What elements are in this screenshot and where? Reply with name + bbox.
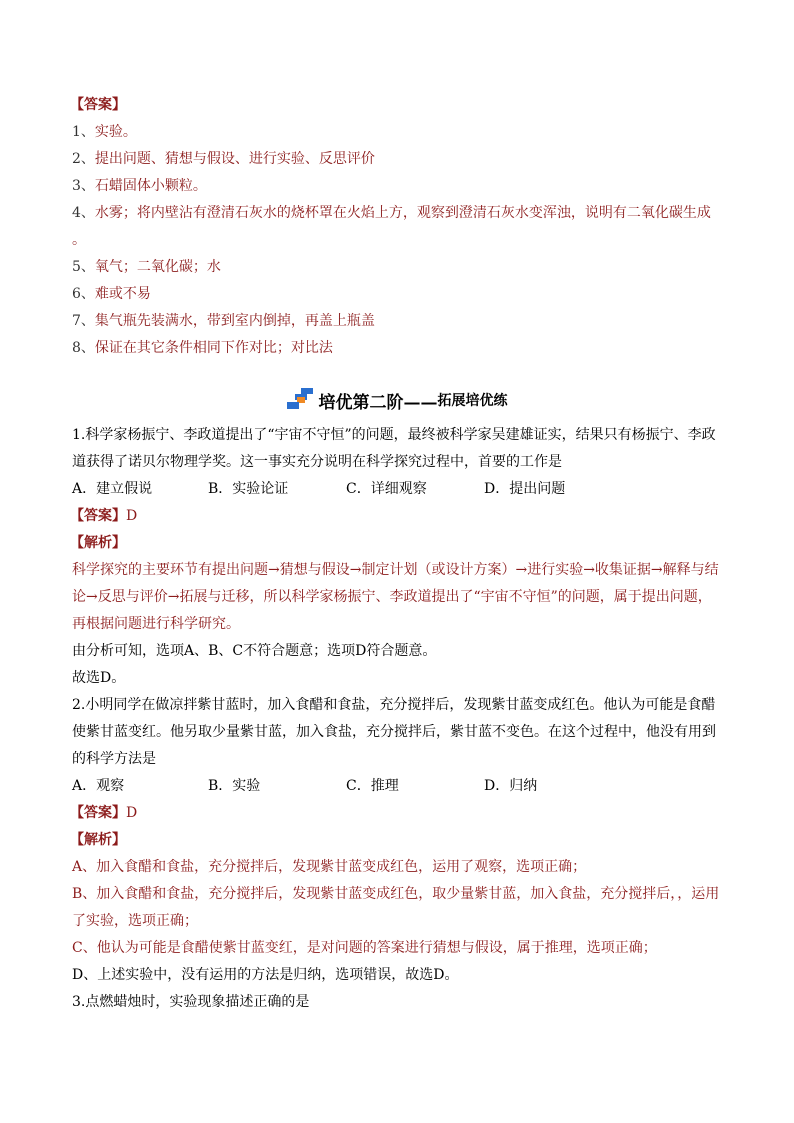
analysis-tag: 【解析】 [70,535,126,551]
answer-text: 氧气；二氧化碳；水 [94,259,221,275]
answer-num: 4、 [72,205,95,221]
analysis-paragraph: D、上述实验中，没有运用的方法是归纳，选项错误，故选D。 [72,967,459,983]
answer-item [72,173,722,200]
option-d: D．归纳 [484,778,538,794]
answer-item [72,146,722,173]
question-3-stem: 3.点燃蜡烛时，实验现象描述正确的是 [72,994,310,1010]
section-title-main: 培优第二阶—— [318,392,438,413]
option-c: C．详细观察 [346,481,427,497]
question-1-options [72,476,722,503]
section-logo-icon [287,388,315,412]
answer-num: 1、 [72,124,95,140]
answer-num: 7、 [72,313,95,329]
option-a: A．建立假说 [72,481,153,497]
document-page [72,92,722,1016]
question-1-stem: 1.科学家杨振宁、李政道提出了“宇宙不守恒”的问题，最终被科学家吴建雄证实，结果只有杨振宁、李政道获得了诺贝尔物理学奖。这一事实充分说明在科学探究过程中，首要的工作是 [72,427,716,470]
answer-value: D [126,508,138,524]
analysis-paragraph: 科学探究的主要环节有提出问题→猜想与假设→制定计划（或设计方案）→进行实验→收集证据→解释与结论→反思与评价→拓展与迁移，所以科学家杨振宁、李政道提出了“宇宙不守恒”的问题，属于提出问题，再根据问题进行科学研究。 [72,562,719,632]
section-title-sub: 拓展培优练 [437,393,508,409]
question-1-answer [72,503,722,530]
answer-num: 6、 [72,286,95,302]
question-2-stem: 2.小明同学在做凉拌紫甘蓝时，加入食醋和食盐，充分搅拌后，发现紫甘蓝变成红色。他认为可能是食醋使紫甘蓝变红。他另取少量紫甘蓝，加入食盐，充分搅拌后，紫甘蓝不变色。在这个过程中，他没有用到的科学方法是 [72,697,716,767]
answer-item [72,254,722,281]
answer-text: 集气瓶先装满水，带到室内倒掉，再盖上瓶盖 [94,313,375,329]
answer-item [72,281,722,308]
answer-tag: 【答案】 [70,97,126,113]
answer-item [72,200,722,254]
question-2-answer [72,800,722,827]
analysis-paragraph: 由分析可知，选项A、B、C不符合题意；选项D符合题意。 [72,643,437,659]
answer-text: 水雾；将内壁沾有澄清石灰水的烧杯罩在火焰上方，观察到澄清石灰水变浑浊，说明有二氧化碳生成 。 [72,205,711,248]
option-c: C．推理 [346,778,399,794]
option-b: B．实验 [208,778,261,794]
answer-text: 石蜡固体小颗粒。 [94,178,207,194]
answer-num: 5、 [72,259,95,275]
answer-tag: 【答案】 [70,508,126,524]
answer-list [72,119,722,362]
analysis-paragraph: B、加入食醋和食盐，充分搅拌后，发现紫甘蓝变成红色，取少量紫甘蓝，加入食盐，充分搅拌后，，运用了实验，选项正确； [72,886,720,929]
answer-text: 提出问题、猜想与假设、进行实验、反思评价 [94,151,375,167]
option-b: B．实验论证 [208,481,289,497]
analysis-paragraph: A、加入食醋和食盐，充分搅拌后，发现紫甘蓝变成红色，运用了观察，选项正确； [72,859,587,875]
option-a: A．观察 [72,778,125,794]
analysis-tag: 【解析】 [70,832,126,848]
analysis-paragraph: C、他认为可能是食醋使紫甘蓝变红，是对问题的答案进行猜想与假设，属于推理，选项正确； [72,940,657,956]
answer-text: 保证在其它条件相同下作对比；对比法 [94,340,333,356]
answer-text: 难或不易 [94,286,151,302]
answer-tag: 【答案】 [70,805,126,821]
answer-text: 实验。 [94,124,137,140]
answer-value: D [126,805,138,821]
answer-item [72,335,722,362]
answer-num: 8、 [72,340,95,356]
option-d: D．提出问题 [484,481,566,497]
section-heading [72,384,722,416]
answer-num: 2、 [72,151,95,167]
answer-item [72,119,722,146]
analysis-paragraph: 故选D。 [72,670,126,686]
answer-num: 3、 [72,178,95,194]
answer-item [72,308,722,335]
question-2-options [72,773,722,800]
